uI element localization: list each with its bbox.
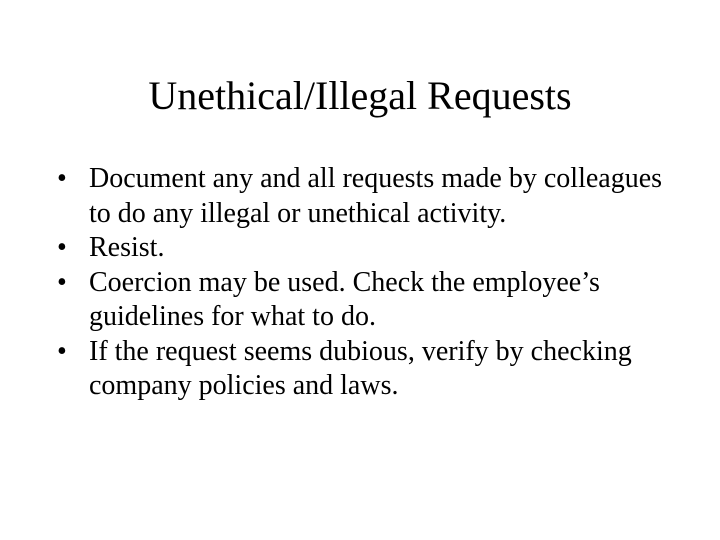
slide-title: Unethical/Illegal Requests (148, 73, 572, 118)
bullet-item (57, 162, 677, 231)
bullet-icon: • (57, 232, 67, 263)
bullet-item (57, 266, 677, 335)
bullet-text: Resist. (89, 232, 165, 263)
bullet-icon: • (57, 335, 67, 367)
bullet-item (57, 231, 677, 266)
bullet-text: Coercion may be used. Check the employee’s guidelines for what to do. (89, 266, 600, 332)
bullet-list (57, 162, 677, 404)
bullet-icon: • (57, 266, 67, 298)
bullet-item (57, 335, 677, 404)
bullet-text: Document any and all requests made by colleagues to do any illegal or unethical activity. (89, 163, 663, 229)
bullet-text: If the request seems dubious, verify by checking company policies and laws. (89, 335, 632, 401)
bullet-icon: • (57, 163, 67, 194)
